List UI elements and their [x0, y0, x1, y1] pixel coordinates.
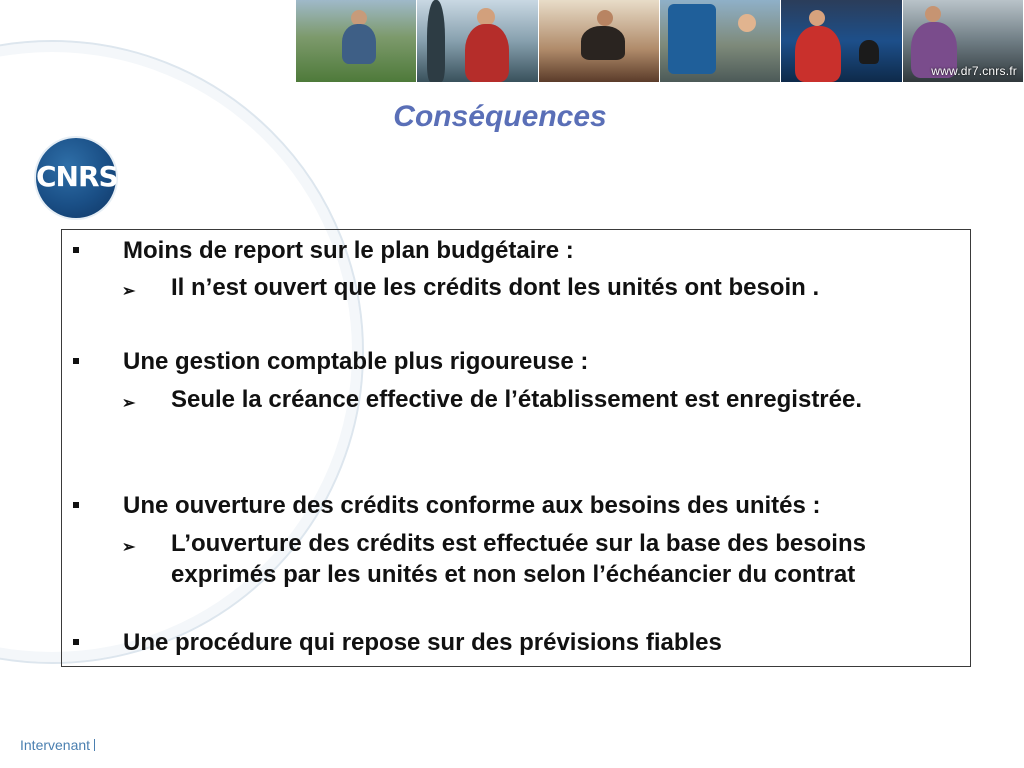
footer-divider [94, 739, 95, 751]
bullet-icon [73, 247, 79, 253]
list-item-text: Moins de report sur le plan budgétaire : [123, 237, 574, 264]
banner-url: www.dr7.cnrs.fr [931, 64, 1017, 78]
arrow-bullet-icon: ➢ [122, 283, 136, 300]
list-item-text: Une procédure qui repose sur des prévisions fiables [123, 629, 722, 656]
list-item-text: Une gestion comptable plus rigoureuse : [123, 348, 589, 375]
photo-banner [296, 0, 1024, 82]
photo-researcher-field [296, 0, 417, 82]
list-item-text: Une ouverture des crédits conforme aux besoins des unités : [123, 492, 821, 519]
page-title: Conséquences [393, 100, 607, 133]
content-box [61, 229, 971, 667]
sub-item-text: L’ouverture des crédits est effectuée sur la base des besoins exprimés par les unités et non selon l’échéancier du contrat [171, 530, 866, 588]
photo-researcher-equipment [417, 0, 538, 82]
sub-item-text: Seule la créance effective de l’établissement est enregistrée. [171, 386, 863, 413]
bullet-icon [73, 358, 79, 364]
arrow-bullet-icon: ➢ [122, 395, 136, 412]
bullet-icon [73, 639, 79, 645]
footer-text: Intervenant [20, 737, 91, 753]
photo-researcher-birds [781, 0, 902, 82]
footer-presenter [20, 737, 95, 753]
arrow-bullet-icon: ➢ [122, 539, 136, 556]
cnrs-logo [36, 138, 116, 218]
photo-researcher-rocks [539, 0, 660, 82]
sub-item-text: Il n’est ouvert que les crédits dont les unités ont besoin . [171, 274, 820, 301]
bullet-icon [73, 502, 79, 508]
logo-text: CNRS [36, 160, 118, 193]
photo-researcher-laboratory [660, 0, 781, 82]
photo-researcher-sample [903, 0, 1024, 82]
